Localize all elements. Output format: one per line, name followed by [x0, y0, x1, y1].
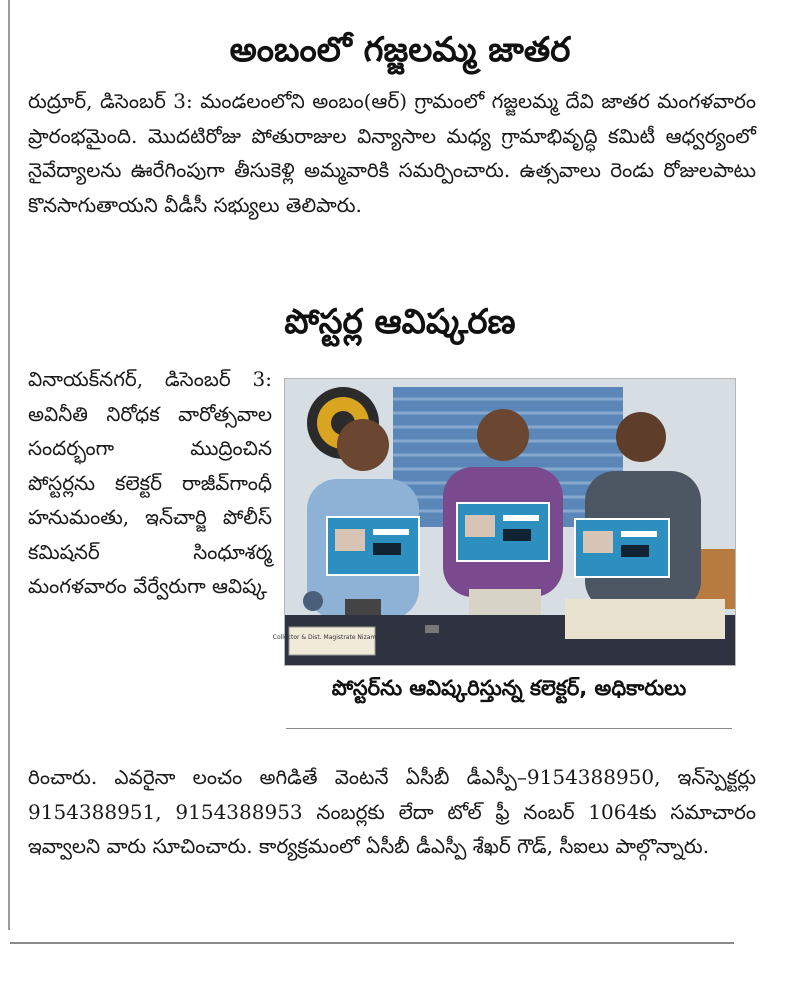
photo-caption: పోస్టర్‌ను ఆవిష్కరిస్తున్న కలెక్టర్, అధికారులు — [331, 676, 687, 700]
next-article-headline-fragment — [30, 960, 750, 992]
article2-photo — [272, 378, 736, 666]
article-divider — [10, 942, 734, 944]
previous-article-fragment — [140, 0, 660, 8]
caption-divider — [286, 728, 732, 729]
article2-headline: పోస్టర్ల ఆవిష్కరణ — [284, 302, 516, 342]
desk-nameplate: Collector & Dist. Magistrate Nizamabad — [272, 634, 392, 641]
column-divider — [8, 0, 10, 930]
article1-body: రుద్రూర్, డిసెంబర్ 3: మండలంలోని అంబం(ఆర్) గ్రామంలో గజ్జలమ్మ దేవి జాతర మంగళవారం ప్రారంభమైంది. మొదటిరోజు పోతురాజుల విన్యాసాల మధ్య గ్రామాభివృద్ధి కమిటీ ఆధ్వర్యంలో నైవేద్యాలను ఊరేగింపుగా తీసుకెళ్లి అమ్మవారికి సమర్పించారు. ఉత్సవాలు రెండు రోజులపాటు కొనసాగుతాయని వీడీసీ సభ్యులు తెలిపారు. — [28, 89, 756, 217]
article2-body-continued: రించారు. ఎవరైనా లంచం అగిడితే వెంటనే ఏసీబీ డీఎస్పీ–9154388950, ఇన్‌స్పెక్టర్లు 9154388951, 9154388953 నంబర్లకు లేదా టోల్ ఫ్రీ నంబర్ 1064కు సమాచారం ఇవ్వాలని వారు సూచించారు. కార్యక్రమంలో ఏసీబీ డీఎస్పీ శేఖర్ గౌడ్, సీఐలు పాల్గొన్నారు. — [28, 765, 756, 858]
article2-body-left-column: వినాయక్‌నగర్, డిసెంబర్ 3: అవినీతి నిరోధక వారోత్సవాల సందర్భంగా ముద్రించిన పోస్టర్లను కలెక్టర్ రాజీవ్‌గాంధీ హనుమంతు, ఇన్‌చార్జి పోలీస్ కమిషనర్ సింధూశర్మ మంగళవారం వేర్వేరుగా ఆవిష్క — [28, 367, 272, 598]
article1-headline: అంబంలో గజ్జలమ్మ జాతర — [229, 30, 571, 70]
